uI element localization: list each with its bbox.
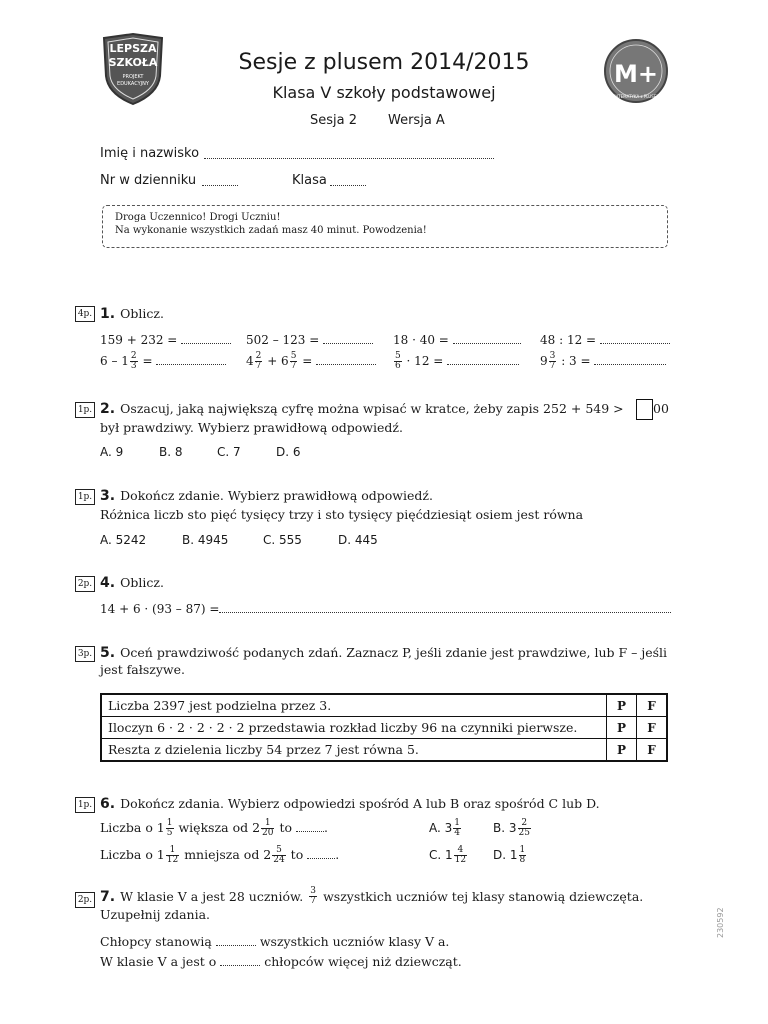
table-row [101, 694, 667, 717]
q6-answer-d[interactable]: D. 1 $\frac{1}{8}$ [493, 845, 526, 865]
name-field[interactable] [204, 147, 494, 159]
q6-answer-b[interactable]: B. 3 $\frac{2}{25}$ [493, 818, 530, 838]
notice-line-1: Droga Uczennico! Drogi Uczniu! [115, 212, 281, 223]
fraction: $\frac{1}{5}$ [166, 818, 173, 838]
q6-sentence-1: Liczba o 1 [100, 820, 165, 835]
q6-blank-1[interactable] [296, 820, 324, 832]
q3-answer-c[interactable]: C. 555 [263, 533, 302, 547]
q6-number: 6. [100, 796, 116, 812]
true-option-3[interactable]: P [607, 739, 637, 762]
q1-answer-a[interactable] [181, 332, 231, 344]
q6-blank-2[interactable] [307, 847, 335, 859]
q2-line-1: Oszacuj, jaką największą cyfrę można wpisać w kratce, żeby zapis 252 + 549 > [120, 401, 624, 416]
q6-answer-c[interactable]: C. 1 $\frac{4}{12}$ [429, 845, 467, 865]
class-label: Klasa [292, 173, 327, 188]
statement-3: Reszta z dzielenia liczby 54 przez 7 jest równa 5. [101, 739, 607, 762]
page-title: Sesje z plusem 2014/2015 [238, 50, 530, 75]
false-option-2[interactable]: F [637, 717, 668, 739]
q1-text: Oblicz. [120, 306, 164, 321]
q7-blank-2[interactable] [220, 954, 260, 966]
true-false-table [100, 693, 668, 762]
q1-expr-a: 159 + 232 = [100, 333, 178, 347]
q4-expression: 14 + 6 · (93 – 87) = [100, 602, 220, 616]
q2-number: 2. [100, 401, 116, 417]
false-option-1[interactable]: F [637, 694, 668, 717]
logo-word-3: PROJEKT [122, 74, 144, 80]
q7-blank-1[interactable] [216, 934, 256, 946]
name-label: Imię i nazwisko [100, 146, 200, 161]
fraction: $\frac{5}{24}$ [273, 845, 285, 865]
statement-1: Liczba 2397 jest podzielna przez 3. [101, 694, 607, 717]
notice-line-2: Na wykonanie wszystkich zadań masz 40 minut. Powodzenia! [115, 225, 427, 236]
number-field[interactable] [202, 174, 238, 186]
logo-word-1: LEPSZA [109, 42, 157, 55]
q2-answer-d[interactable]: D. 6 [276, 445, 301, 459]
q1-answer-d[interactable] [600, 332, 670, 344]
q5-number: 5. [100, 645, 116, 661]
document-code: 230592 [716, 907, 725, 938]
q4-points: 2p. [75, 576, 95, 592]
q2-answer-b[interactable]: B. 8 [159, 445, 183, 459]
fraction: $\frac{2}{7}$ [255, 351, 262, 371]
q5-line-2: jest fałszywe. [100, 662, 185, 677]
q3-answer-a[interactable]: A. 5242 [100, 533, 147, 547]
q1-answer-g[interactable] [447, 353, 519, 365]
q4-number: 4. [100, 575, 116, 591]
q1-expr-c: 18 · 40 = [393, 333, 449, 347]
q1-answer-c[interactable] [453, 332, 521, 344]
q1-expr-b: 502 – 123 = [246, 333, 320, 347]
q6-line-1: Dokończ zdania. Wybierz odpowiedzi spośród A lub B oraz spośród C lub D. [120, 796, 600, 811]
q1-points: 4p. [75, 306, 95, 322]
fraction: $\frac{5}{7}$ [290, 351, 297, 371]
true-option-1[interactable]: P [607, 694, 637, 717]
version-label: Wersja A [388, 113, 445, 128]
page-subtitle: Klasa V szkoły podstawowej [272, 83, 496, 102]
q1-expr-g: $\frac{5}{6}$ [395, 351, 401, 371]
q7-line-2: Uzupełnij zdania. [100, 907, 211, 922]
q2-answer-a[interactable]: A. 9 [100, 445, 124, 459]
q4-answer[interactable] [219, 601, 671, 613]
lepsza-szkola-logo [100, 32, 166, 106]
q7-number: 7. [100, 889, 116, 905]
fraction: $\frac{1}{20}$ [262, 818, 274, 838]
q7-points: 2p. [75, 892, 95, 908]
q5-points: 3p. [75, 646, 95, 662]
q1-answer-b[interactable] [323, 332, 373, 344]
fraction: $\frac{3}{7}$ [310, 886, 317, 906]
q1-expr-d: 48 : 12 = [540, 333, 597, 347]
q2-line-1-end: 00 [653, 401, 669, 416]
fraction: $\frac{2}{3}$ [130, 351, 137, 371]
q3-line-1: Dokończ zdanie. Wybierz prawidłową odpowiedź. [120, 488, 433, 503]
q1-expr-h: 9 [540, 354, 548, 368]
q1-answer-e[interactable] [156, 353, 226, 365]
statement-2: Iloczyn 6 · 2 · 2 · 2 · 2 przedstawia rozkład liczby 96 na czynniki pierwsze. [101, 717, 607, 739]
q7-sentence-1: Chłopcy stanowią [100, 934, 212, 949]
q6-points: 1p. [75, 797, 95, 813]
q7-line-1: W klasie V a jest 28 uczniów. [120, 889, 304, 904]
q1-answer-f[interactable] [316, 353, 376, 365]
logo-right-text: MATEMATYKA z PLUSEM [612, 94, 660, 99]
q1-expr-e: 6 – 1 [100, 354, 129, 368]
q5-line-1: Oceń prawdziwość podanych zdań. Zaznacz P, jeśli zdanie jest prawdziwe, lub F – jeśli [120, 645, 668, 660]
svg-text:M+: M+ [614, 60, 658, 88]
q4-text: Oblicz. [120, 575, 164, 590]
fraction: $\frac{3}{7}$ [549, 351, 556, 371]
q3-answer-b[interactable]: B. 4945 [182, 533, 229, 547]
q3-line-2: Różnica liczb sto pięć tysięcy trzy i sto tysięcy pięćdziesiąt osiem jest równa [100, 507, 584, 522]
q2-answer-c[interactable]: C. 7 [217, 445, 241, 459]
q3-points: 1p. [75, 489, 95, 505]
fraction: $\frac{1}{12}$ [166, 845, 179, 865]
q1-expr-f: 4 [246, 354, 254, 368]
logo-word-4: EDUKACYJNY [117, 81, 149, 87]
q6-answer-a[interactable]: A. 3 $\frac{1}{4}$ [429, 818, 460, 838]
logo-word-2: SZKOŁA [108, 56, 158, 69]
notice-box [102, 205, 668, 248]
q3-answer-d[interactable]: D. 445 [338, 533, 378, 547]
number-label: Nr w dzienniku [100, 173, 197, 188]
true-option-2[interactable]: P [607, 717, 637, 739]
q3-number: 3. [100, 488, 116, 504]
matematyka-z-plusem-logo [602, 38, 670, 104]
q1-number: 1. [100, 306, 116, 322]
q2-digit-box[interactable] [636, 399, 653, 420]
table-row [101, 739, 667, 762]
class-field[interactable] [330, 174, 366, 186]
table-row [101, 717, 667, 739]
session-label: Sesja 2 [310, 113, 358, 128]
false-option-3[interactable]: F [637, 739, 668, 762]
q6-sentence-2: Liczba o 1 [100, 847, 165, 862]
q2-line-2: był prawdziwy. Wybierz prawidłową odpowiedź. [100, 420, 403, 435]
q7-sentence-2: W klasie V a jest o [100, 954, 217, 969]
q1-answer-h[interactable] [594, 353, 666, 365]
q2-points: 1p. [75, 402, 95, 418]
